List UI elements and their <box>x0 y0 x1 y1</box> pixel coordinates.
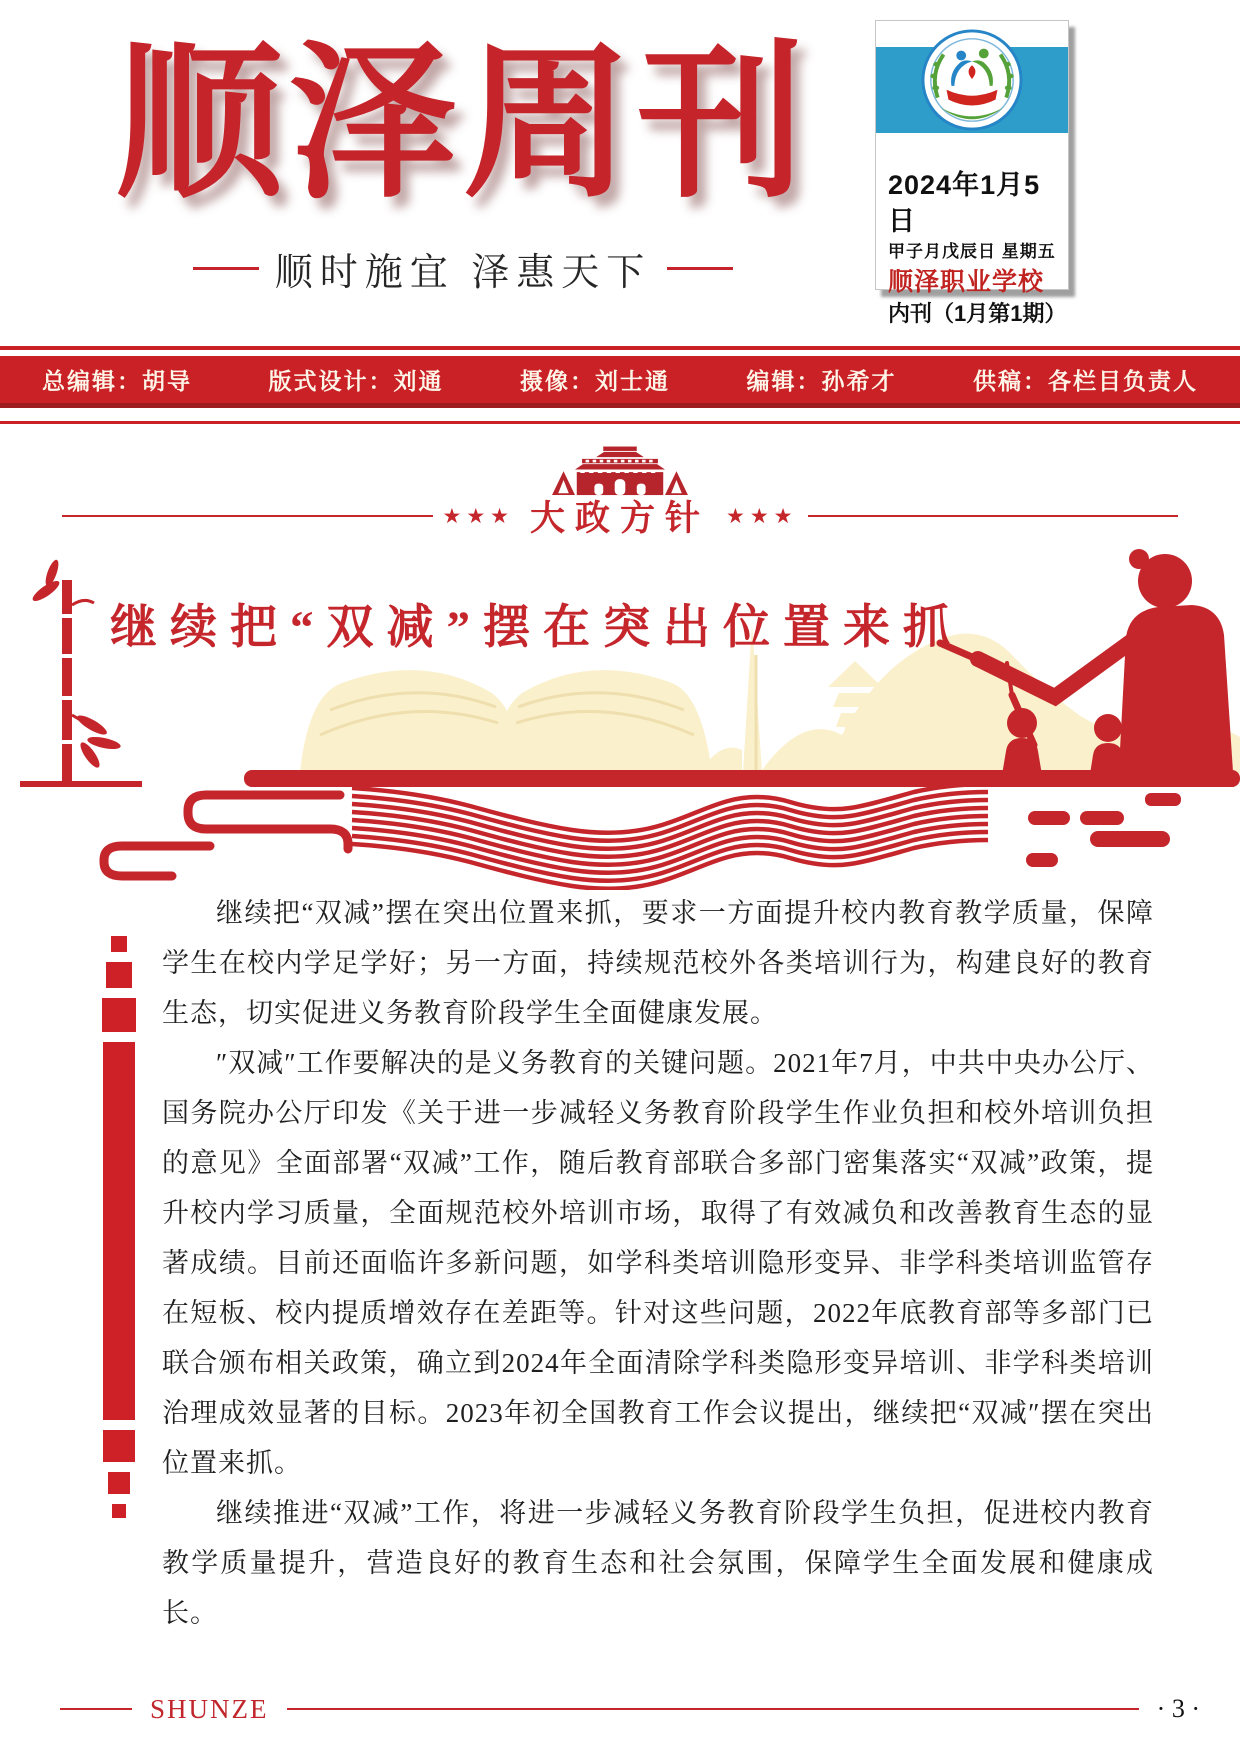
ornament-square <box>106 962 132 988</box>
school-logo-icon <box>921 29 1023 131</box>
ornament-long-bar <box>103 1042 135 1420</box>
staff-layout-designer: 版式设计：刘通 <box>268 368 444 394</box>
publication-title: 顺泽周刊 <box>115 32 811 218</box>
staff-bar <box>0 356 1240 408</box>
publication-slogan <box>88 243 838 293</box>
left-ornament-bar <box>101 936 137 1518</box>
section-stars-right: ★★★ <box>726 504 798 528</box>
page-number: · 3 · <box>1156 1694 1200 1723</box>
article-paragraph: 继续把“双减”摆在突出位置来抓，要求一方面提升校内教育教学质量，保障学生在校内学足学好；另一方面，持续规范校外各类培训行为，构建良好的教育生态，切实促进义务教育阶段学生全面健康发展。 <box>162 898 1154 1028</box>
ornament-square <box>111 936 127 952</box>
staff-bar-top-rule <box>0 346 1240 350</box>
footer-rule-long <box>287 1708 1139 1710</box>
section-rule-left <box>62 515 433 517</box>
staff-contributors: 供稿：各栏目负责人 <box>973 368 1198 394</box>
issue-lunar-date: 甲子月戊辰日 星期五 <box>888 242 1056 261</box>
staff-photographer: 摄像：刘士通 <box>520 368 670 394</box>
article-headline: 继续把“双减”摆在突出位置来抓 <box>110 602 963 654</box>
footer-rule-short <box>60 1708 132 1710</box>
article-body <box>162 888 1154 1638</box>
footer-brand: SHUNZE <box>150 1693 269 1724</box>
section-title: 大政方针 <box>530 499 711 538</box>
issue-date: 2024年1月5日 <box>888 170 1041 236</box>
staff-chief-editor: 总编辑：胡导 <box>42 368 192 394</box>
slogan-text: 顺时施宜 泽惠天下 <box>274 251 652 294</box>
section-stars-left: ★★★ <box>442 504 514 528</box>
ornament-square <box>112 1504 126 1518</box>
issue-info-box <box>875 20 1069 326</box>
ornament-square <box>103 1430 135 1462</box>
issue-number: 内刊（1月第1期） <box>888 301 1067 326</box>
ornament-square <box>102 998 136 1032</box>
issue-info-text <box>888 167 1067 329</box>
ornament-square <box>108 1472 130 1494</box>
slogan-dash-left <box>193 267 259 270</box>
section-header <box>62 494 1178 538</box>
section-rule-right <box>808 515 1179 517</box>
slogan-dash-right <box>667 267 733 270</box>
article-paragraph: ″双减″工作要解决的是义务教育的关键问题。2021年7月，中共中央办公厅、国务院办公厅印发《关于进一步减轻义务教育阶段学生作业负担和校外培训负担的意见》全面部署“双减”工作，随后教育部联合多部门密集落实“双减”政策，提升校内学习质量，全面规范校外培训市场，取得了有效减负和改善教育生态的显著成绩。目前还面临许多新问题，如学科类培训隐形变异、非学科类培训监管存在短板、校内提质增效存在差距等。针对这些问题，2022年底教育部等多部门已联合颁布相关政策，确立到2024年全面清除学科类隐形变异培训、非学科类培训治理成效显著的目标。2023年初全国教育工作会议提出，继续把“双减″摆在突出位置来抓。 <box>162 1048 1154 1478</box>
article-paragraph: 继续推进“双减”工作，将进一步减轻义务教育阶段学生负担，促进校内教育教学质量提升，营造良好的教育生态和社会氛围，保障学生全面发展和健康成长。 <box>162 1498 1154 1628</box>
staff-editor: 编辑：孙希才 <box>746 368 897 394</box>
school-name: 顺泽职业学校 <box>888 268 1045 296</box>
page-footer <box>60 1692 1200 1726</box>
staff-bar-bottom-rule <box>0 421 1240 424</box>
